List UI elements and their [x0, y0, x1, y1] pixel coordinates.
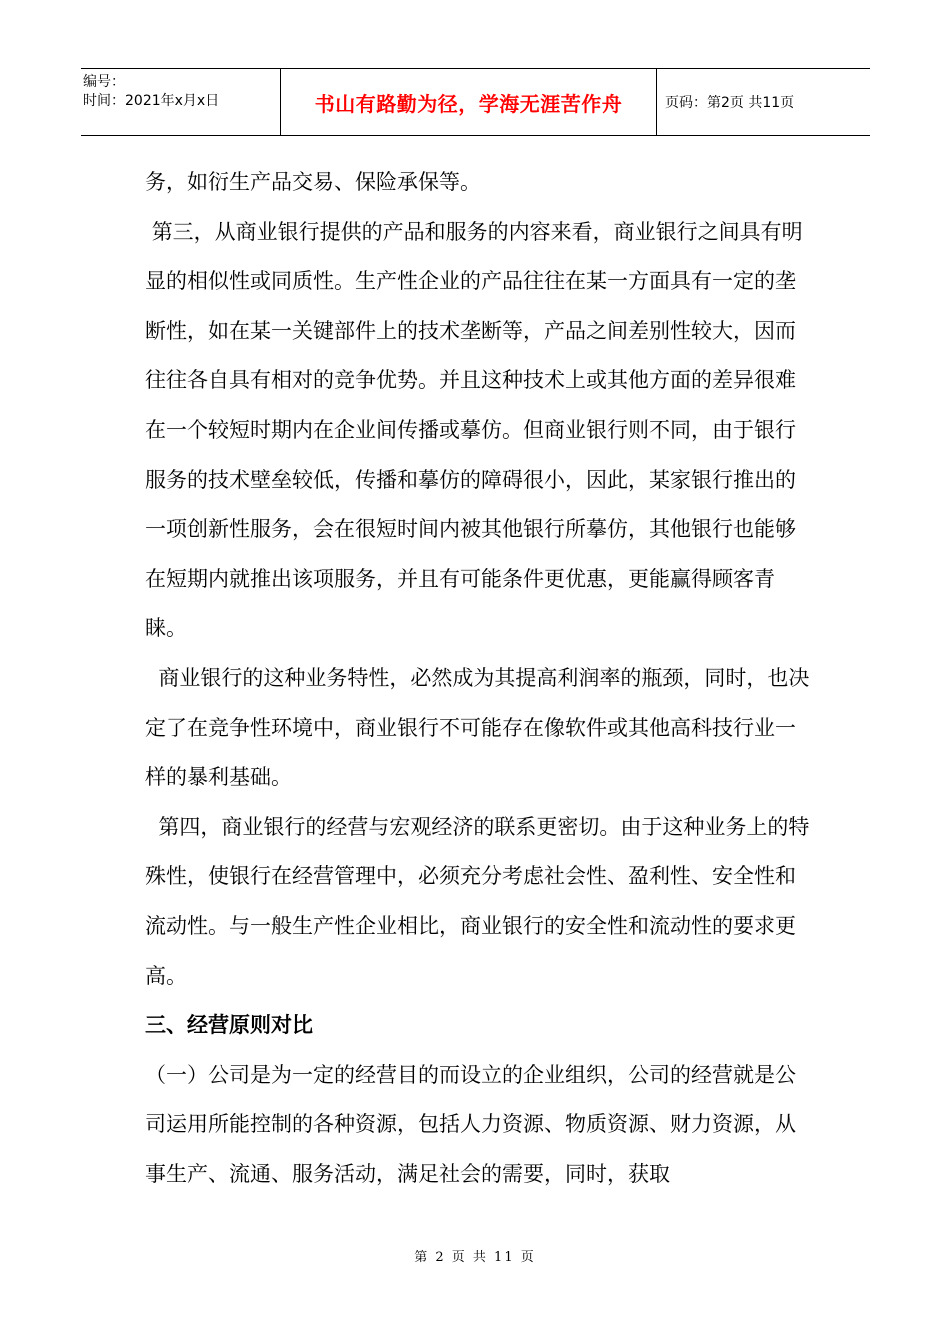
paragraph: 务，如衍生产品交易、保险承保等。 [145, 170, 481, 194]
section-heading: 三、经营原则对比 [145, 1013, 313, 1038]
paragraph: 第三，从商业银行提供的产品和服务的内容来看，商业银行之间具有明显的相似性或同质性。生产性企业的产品往往在某一方面具有一定的垄断性，如在某一关键部件上的技术垄断等，产品之间差别性较大，因而往往各自具有相对的竞争优势。并且这种技术上或其他方面的差异很难在一个较短时期内在企业间传播或摹仿。但商业银行则不同，由于银行服务的技术壁垒较低，传播和摹仿的障碍很小，因此，某家银行推出的一项创新性服务，会在很短时间内被其他银行所摹仿，其他银行也能够在短期内就推出该项服务，并且有可能条件更优惠，更能赢得顾客青睐。 [145, 219, 803, 641]
paragraph: 第四，商业银行的经营与宏观经济的联系更密切。由于这种业务上的特殊性，使银行在经营管理中，必须充分考虑社会性、盈利性、安全性和流动性。与一般生产性企业相比，商业银行的安全性和流动性的要求更高。 [145, 814, 810, 988]
paragraph: （一）公司是为一定的经营目的而设立的企业组织，公司的经营就是公司运用所能控制的各种资源，包括人力资源、物质资源、财力资源，从事生产、流通、服务活动，满足社会的需要，同时，获取 [145, 1062, 796, 1186]
document-body [145, 158, 810, 1199]
header-motto: 书山有路勤为径，学海无涯苦作舟 [281, 69, 657, 135]
doc-date-label: 时间：2021年x月x日 [83, 93, 220, 109]
doc-number-label: 编号： [83, 74, 125, 90]
header-meta-cell [81, 69, 281, 135]
header-page-label: 页码：第2页 共11页 [665, 95, 795, 111]
page-footer: 第 2 页 共 11 页 [414, 1250, 536, 1265]
document-header [81, 68, 870, 136]
paragraph: 商业银行的这种业务特性，必然成为其提高利润率的瓶颈，同时，也决定了在竞争性环境中，商业银行不可能存在像软件或其他高科技行业一样的暴利基础。 [145, 665, 810, 790]
